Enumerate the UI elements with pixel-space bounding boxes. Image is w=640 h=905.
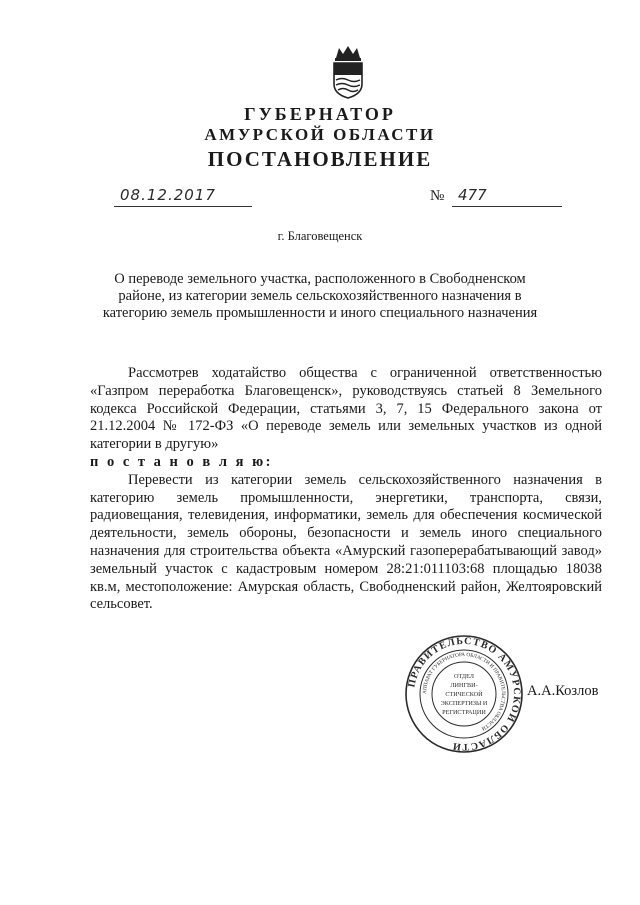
title-region: АМУРСКОЙ ОБЛАСТИ <box>204 125 436 144</box>
decree-word: п о с т а н о в л я ю: <box>90 453 273 470</box>
document-subject: О переводе земельного участка, расположенного в Свободненском районе, из категории земель сельскохозяйственного назначения в категорию земель промышленности и иного специального назначения <box>102 271 538 321</box>
number-label: № <box>430 188 445 204</box>
resolution-paragraph: Перевести из категории земель сельскохозяйственного назначения в категорию земель промышленности, энергетики, транспорта, связи, радиовещания, телевидения, информатики, земель для обеспечения космической деятельности, земель обороны, безопасности и земель иного специального назначения для строительства объекта «Амурский газоперерабатывающий завод» земельный участок с кадастровым номером 28:21:011103:68 площадью 18038 кв.м, местоположение: Амурская область, Свободненский район, Желтояровский сельсовет. <box>90 471 602 613</box>
svg-text:АППАРАТ ГУБЕРНАТОРА ОБЛАСТИ И: АППАРАТ ГУБЕРНАТОРА ОБЛАСТИ И ПРАВИТЕЛЬСТВА ОБЛАСТИ <box>421 651 507 732</box>
document-date: 08.12.2017 <box>114 186 252 207</box>
signatory-name: А.А.Козлов <box>527 683 599 699</box>
svg-text:ОТДЕЛ: ОТДЕЛ <box>454 673 474 680</box>
document-number: 477 <box>452 186 562 207</box>
svg-text:СТИЧЕСКОЙ: СТИЧЕСКОЙ <box>445 691 483 698</box>
coat-of-arms-emblem <box>328 44 368 100</box>
svg-text:ЭКСПЕРТИЗЫ И: ЭКСПЕРТИЗЫ И <box>440 700 488 707</box>
document-body <box>90 365 602 614</box>
official-stamp <box>404 634 524 754</box>
document-type: ПОСТАНОВЛЕНИЕ <box>207 147 433 171</box>
svg-text:РЕГИСТРАЦИИ: РЕГИСТРАЦИИ <box>442 709 486 716</box>
preamble-paragraph: Рассмотрев ходатайство общества с ограниченной ответственностью «Газпром переработка Благовещенск», руководствуясь статьей 8 Земельного кодекса Российской Федерации, статьями 3, 7, 15 Федерального закона от 21.12.2004 № 172-ФЗ «О переводе земель или земельных участков из одной категории в другую» <box>90 365 602 453</box>
svg-text:ПРАВИТЕЛЬСТВО АМУРСКОЙ ОБЛАСТИ: ПРАВИТЕЛЬСТВО АМУРСКОЙ ОБЛАСТИ <box>406 635 523 753</box>
svg-text:ЛИНГВИ-: ЛИНГВИ- <box>450 682 478 689</box>
city-name: г. Благовещенск <box>277 229 363 243</box>
title-governor: ГУБЕРНАТОР <box>244 104 396 124</box>
